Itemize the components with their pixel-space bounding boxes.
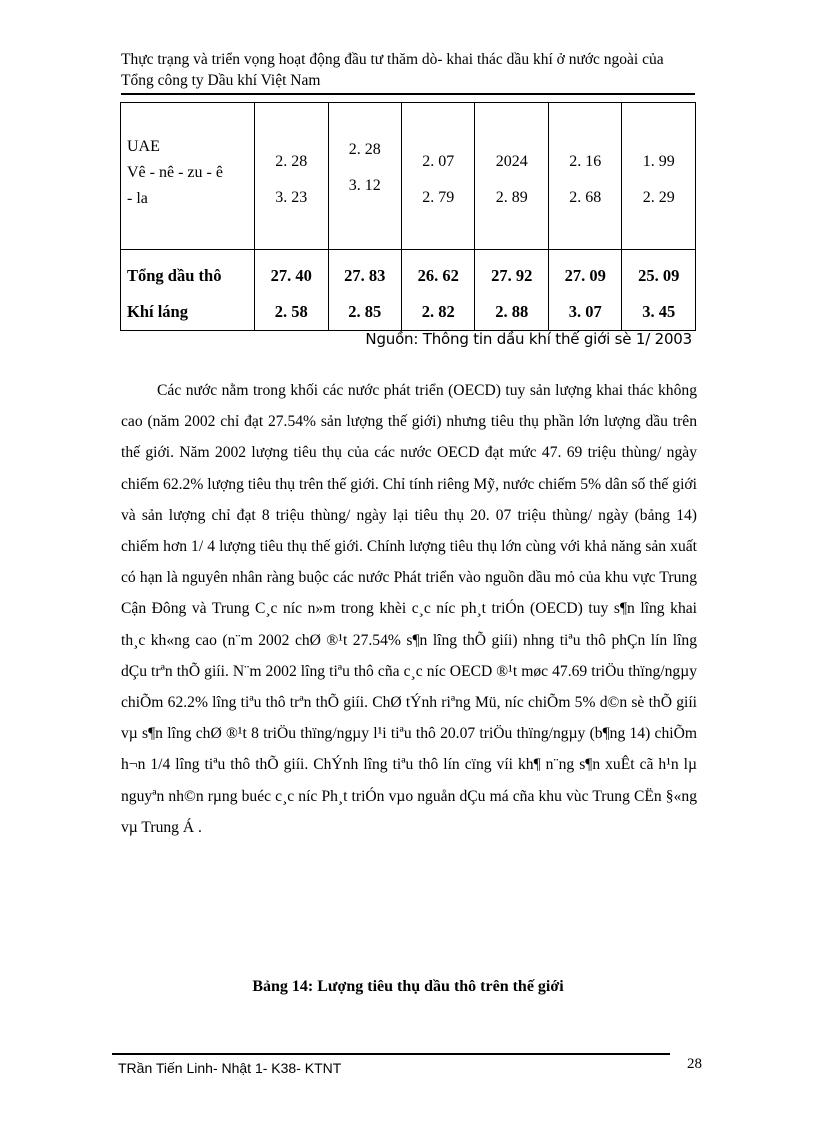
- value-cell: [328, 250, 401, 331]
- row-label: Khí láng: [127, 302, 188, 321]
- value-cell: [401, 250, 474, 331]
- value-cell: [328, 103, 401, 250]
- cell-value: 27. 83: [344, 266, 386, 285]
- cell-value: 27. 09: [564, 266, 606, 285]
- paragraph: Các nước nằm trong khối các nước phát triển (OECD) tuy sản lượng khai thác không cao (năm 2002 chỉ đạt 27.54% sản lượng thế giới) nhưng tiêu thụ phần lớn lượng dầu trên thế giới. Năm 2002 lượng tiêu thụ của các nước OECD đạt mức 47. 69 triệu thùng/ ngày chiếm 62.2% lượng tiêu thụ trên thế giới. Chỉ tính riêng Mỹ, nước chiếm 5% dân số thế giới và sản lượng chỉ đạt 8 triệu thùng/ ngày lại tiêu thụ 20. 07 triệu thùng/ ngày (bảng 14) chiếm hơn 1/ 4 lượng tiêu thụ thế giới. Chính lượng tiêu thụ lớn cùng với khả năng sản xuất có hạn là nguyên nhân ràng buộc các nước Phát triển vào nguồn dầu mỏ của khu vực Trung Cận Đông và Trung C¸c níc n»m trong khèi c¸c níc ph¸t triÓn (OECD) tuy s¶n lîng khai th¸c kh«ng cao (n¨m 2002 chØ ®¹t 27.54% s¶n lîng thÕ giíi) nhng tiªu thô phÇn lín lîng dÇu trªn thÕ giíi. N¨m 2002 lîng tiªu thô cña c¸c níc OECD ®¹t møc 47.69 triÖu thïng/ngµy chiÕm 62.2% lîng tiªu thô trªn thÕ giíi. ChØ tÝnh riªng Mü, níc chiÕm 5% d©n sè thÕ giíi vµ s¶n lîng chØ ®¹t 8 triÖu thïng/ngµy l¹i tiªu thô 20.07 triÖu thïng/ngµy (b¶ng 14) chiÕm h¬n 1/4 lîng tiªu thô thÕ giíi. ChÝnh lîng tiªu thô lín cïng víi kh¶ n¨ng s¶n xuÊt cã h¹n lµ nguyªn nh©n rµng buéc c¸c níc Ph¸t triÓn vµo nguån dÇu má cña khu vùc Trung CËn §«ng vµ Trung Á .: [121, 382, 697, 836]
- cell-value: 1. 99: [642, 153, 675, 170]
- cell-value: 2. 85: [348, 302, 382, 321]
- value-cell: [549, 250, 622, 331]
- production-table: [120, 102, 696, 331]
- cell-value: 2. 29: [642, 189, 675, 206]
- value-cell: [475, 103, 549, 250]
- cell-value: 3. 07: [568, 302, 602, 321]
- page-number: 28: [687, 1056, 702, 1072]
- row-label: Tổng dầu thô: [127, 266, 222, 285]
- value-cell: [255, 103, 328, 250]
- row-label-cell: [121, 250, 255, 331]
- header-divider: [121, 93, 695, 95]
- cell-value: 2. 58: [274, 302, 308, 321]
- cell-value: 2. 07: [422, 153, 455, 170]
- cell-value: 3. 12: [348, 177, 381, 194]
- cell-value: 2. 82: [421, 302, 455, 321]
- cell-value: 3. 45: [642, 302, 676, 321]
- cell-value: 3. 23: [275, 189, 308, 206]
- value-cell: [622, 250, 696, 331]
- value-cell: [475, 250, 549, 331]
- row-label-cell: [121, 103, 255, 250]
- cell-value: 2. 16: [569, 153, 602, 170]
- row-label: Vê - nê - zu - ê: [127, 164, 223, 181]
- cell-value: 2. 68: [569, 189, 602, 206]
- row-label: - la: [127, 190, 148, 207]
- table-row: [121, 250, 696, 331]
- cell-value: 2. 88: [495, 302, 529, 321]
- value-cell: [549, 103, 622, 250]
- table-row: [121, 103, 696, 250]
- value-cell: [622, 103, 696, 250]
- body-text: [121, 375, 697, 843]
- table-caption: Bảng 14: Lượng tiêu thụ dầu thô trên thế giới: [252, 978, 564, 995]
- cell-value: 2. 79: [422, 189, 455, 206]
- table-source: Nguồn: Thông tin dầu khí thế giới sè 1/ 2003: [365, 330, 692, 348]
- cell-value: 2. 89: [495, 189, 528, 206]
- cell-value: 27. 40: [270, 266, 312, 285]
- cell-value: 2024: [495, 153, 528, 170]
- value-cell: [255, 250, 328, 331]
- value-cell: [401, 103, 474, 250]
- row-label: UAE: [127, 138, 160, 155]
- footer-author: TRần Tiến Linh- Nhật 1- K38- KTNT: [118, 1060, 342, 1076]
- cell-value: 26. 62: [417, 266, 459, 285]
- cell-value: 2. 28: [275, 153, 308, 170]
- running-header: Thực trạng và triển vọng hoạt động đầu tư thăm dò- khai thác dầu khí ở nước ngoài của Tổng công ty Dầu khí Việt Nam: [121, 51, 664, 89]
- cell-value: 27. 92: [491, 266, 533, 285]
- cell-value: 2. 28: [348, 141, 381, 158]
- footer-divider: [112, 1053, 670, 1055]
- cell-value: 25. 09: [638, 266, 680, 285]
